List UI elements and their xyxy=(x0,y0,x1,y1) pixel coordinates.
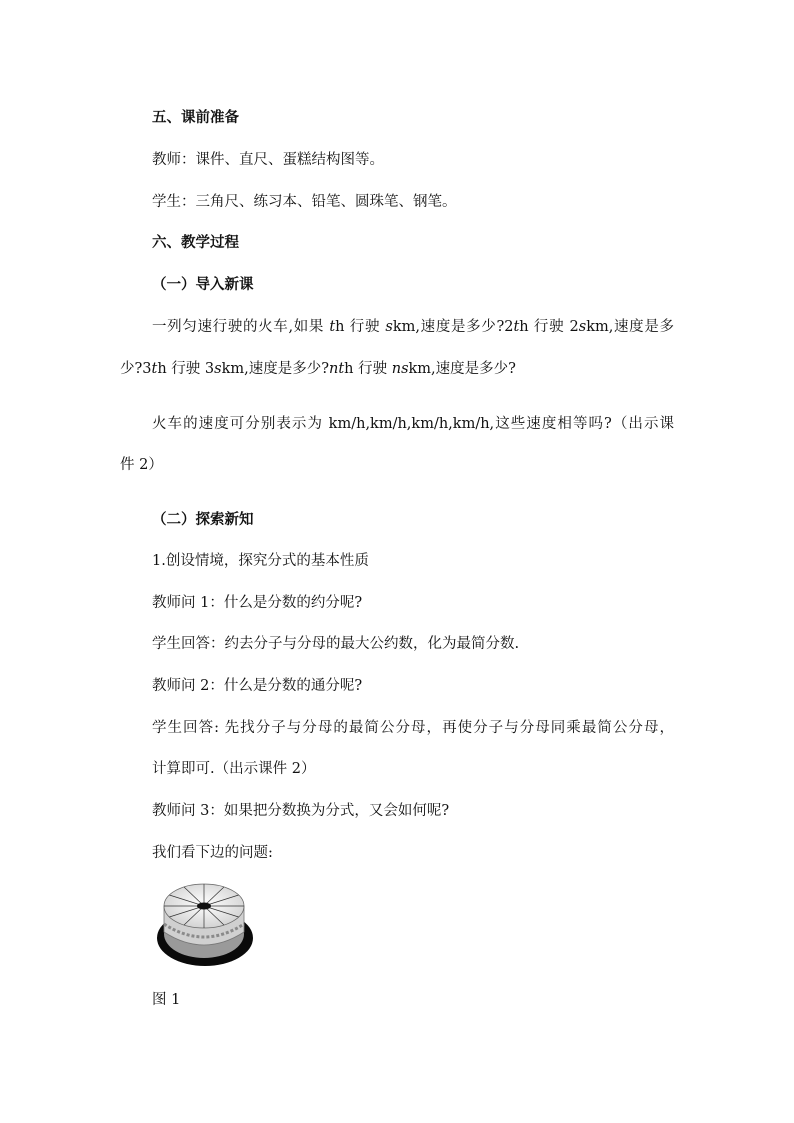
speed-paragraph-line2: 件 2） xyxy=(120,457,163,473)
teacher-question-1: 教师问 1：什么是分数的约分呢? xyxy=(152,595,363,611)
section6-heading: 六、教学过程 xyxy=(152,235,239,251)
speed-paragraph-line1: 火车的速度可分别表示为 km/h,km/h,km/h,km/h,这些速度相等吗?（出示课 xyxy=(152,416,674,432)
prep-student: 学生：三角尺、练习本、铅笔、圆珠笔、钢笔。 xyxy=(152,194,457,210)
item1-title: 1.创设情境，探究分式的基本性质 xyxy=(152,553,369,569)
prep-teacher: 教师：课件、直尺、蛋糕结构图等。 xyxy=(152,152,384,168)
intro-paragraph-line1: 一列匀速行驶的火车,如果 th 行驶 skm,速度是多少?2th 行驶 2skm,速度是多 xyxy=(152,319,674,335)
figure-caption: 图 1 xyxy=(152,992,181,1008)
section5-heading: 五、课前准备 xyxy=(152,110,239,126)
student-answer-2-line2: 计算即可.（出示课件 2） xyxy=(152,761,316,777)
intro-paragraph-line2: 少?3th 行驶 3skm,速度是多少?nth 行驶 nskm,速度是多少? xyxy=(120,361,516,377)
part1-heading: （一）导入新课 xyxy=(152,277,254,293)
student-answer-2-line1: 学生回答: 先找分子与分母的最简公分母，再使分子与分母同乘最简公分母， xyxy=(152,720,674,736)
problem-intro: 我们看下边的问题: xyxy=(152,845,273,861)
teacher-question-2: 教师问 2：什么是分数的通分呢? xyxy=(152,678,363,694)
cake-image xyxy=(154,872,256,972)
teacher-question-3: 教师问 3：如果把分数换为分式，又会如何呢? xyxy=(152,803,450,819)
student-answer-1: 学生回答：约去分子与分母的最大公约数，化为最简分数. xyxy=(152,636,520,652)
part2-heading: （二）探索新知 xyxy=(152,512,254,528)
